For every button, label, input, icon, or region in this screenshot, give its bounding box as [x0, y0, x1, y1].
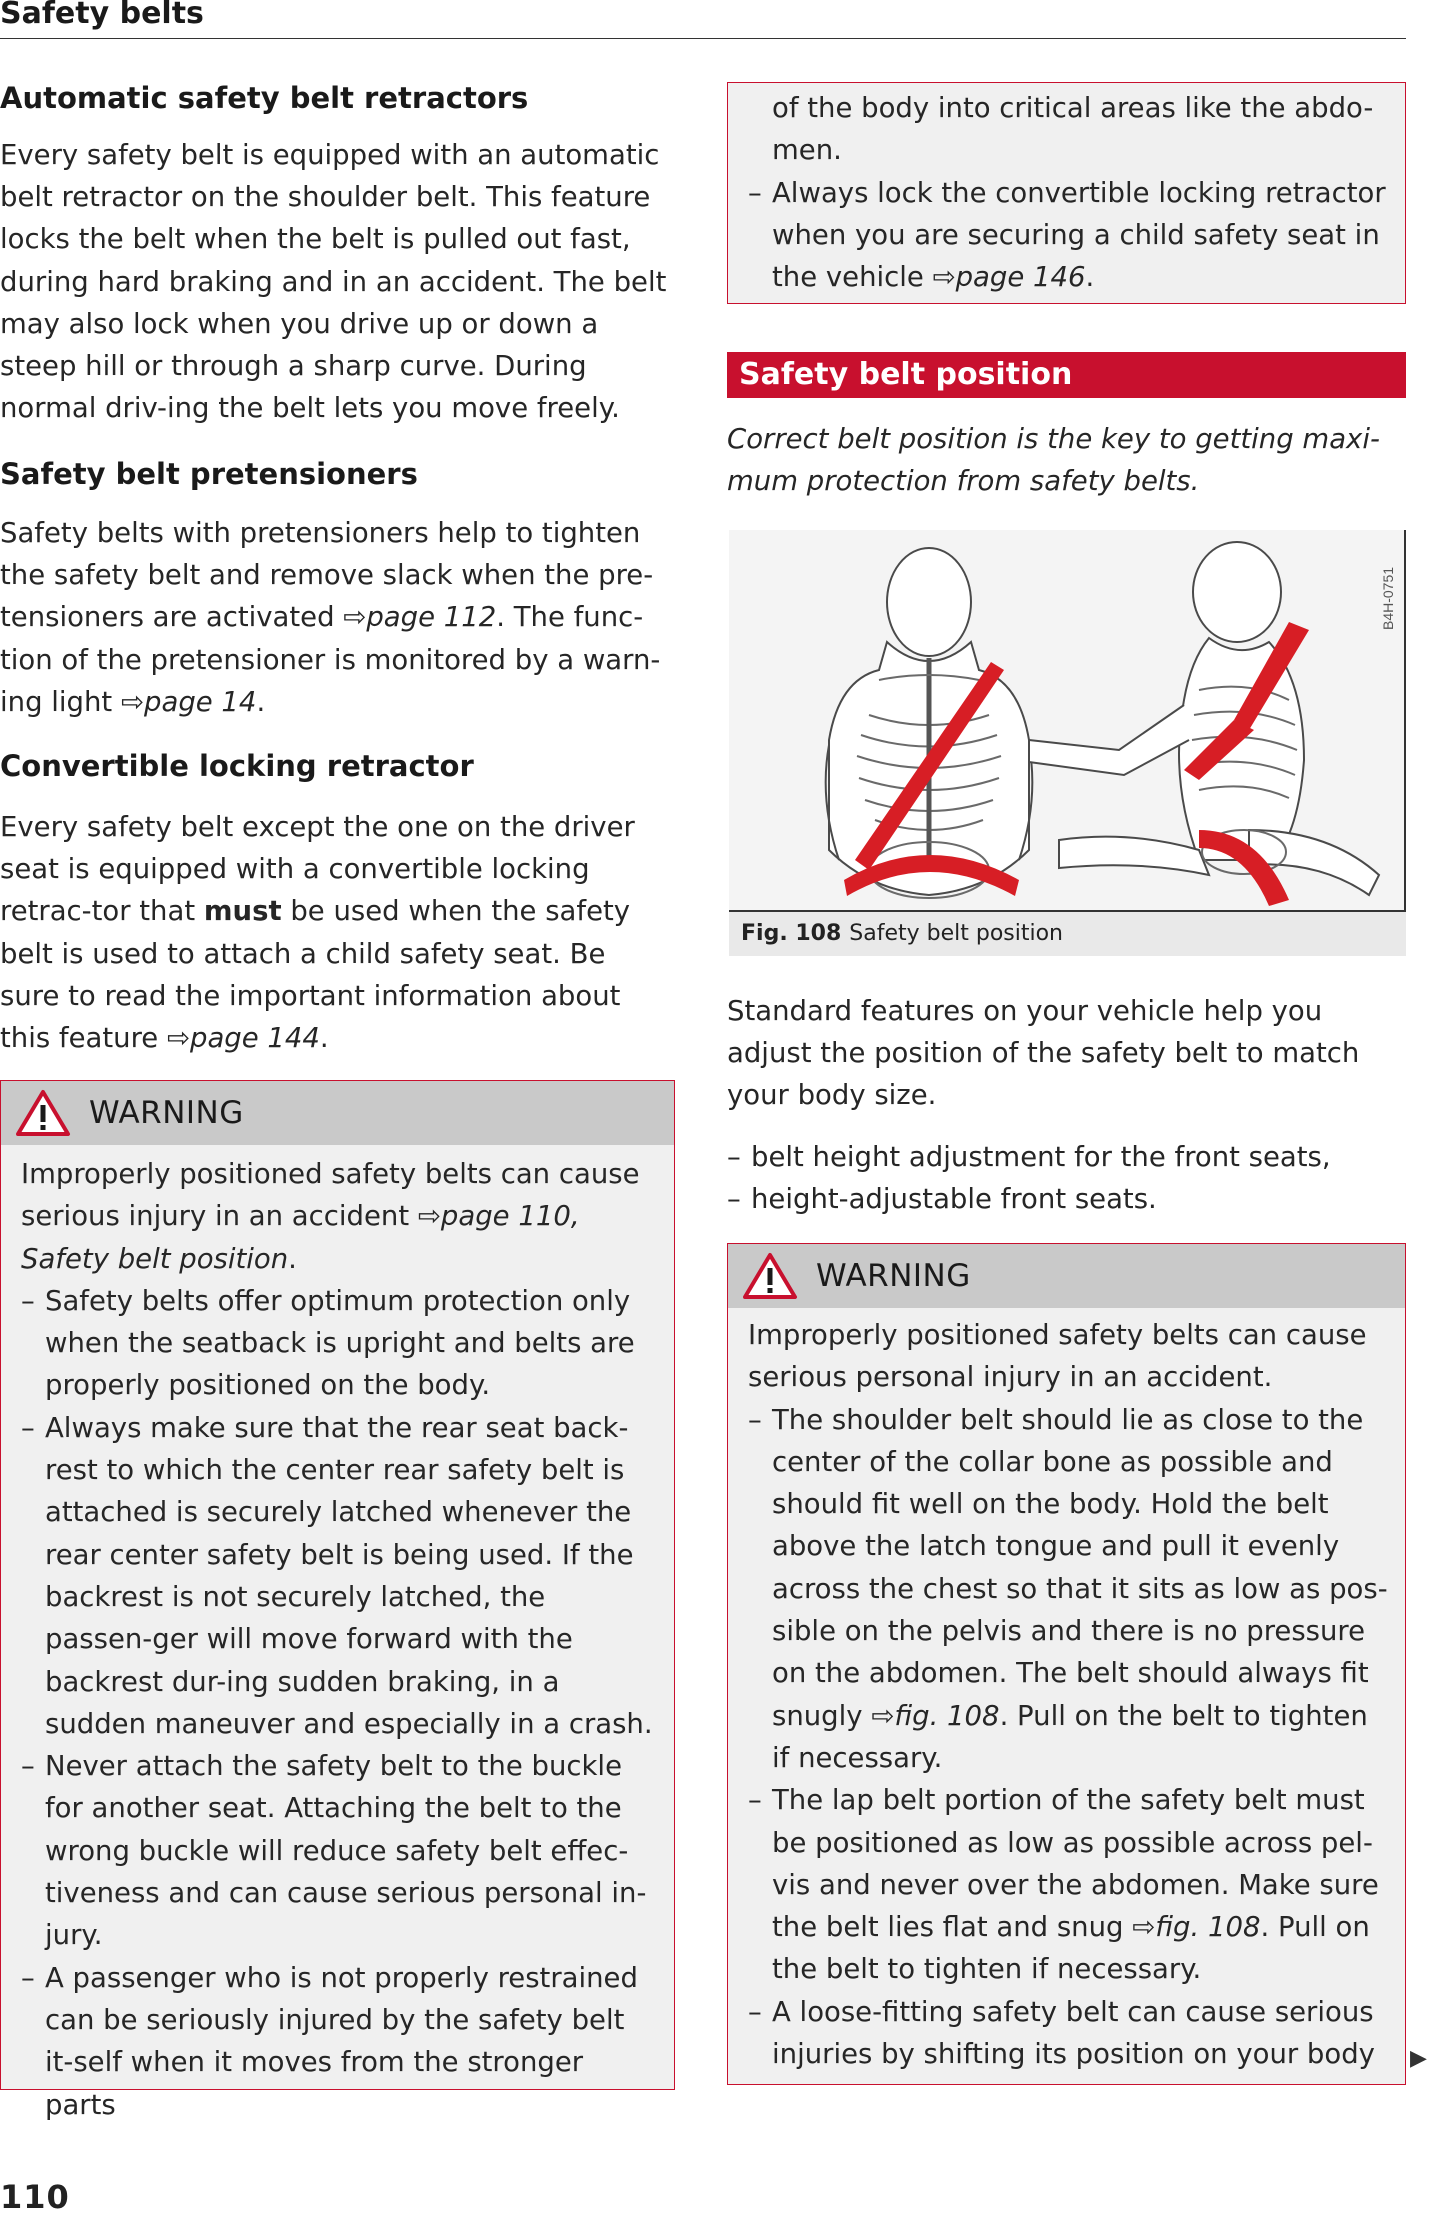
page-ref-144[interactable]: ⇨page 144 — [166, 1022, 320, 1055]
warning-header — [728, 1244, 1405, 1308]
warning-bullet — [748, 1399, 1391, 1780]
warning-bullet — [748, 1779, 1391, 1990]
standard-features-paragraph: Standard features on your vehicle help you adjust the position of the safety belt to match your body size. — [727, 995, 1360, 1112]
continuation-bullet-end: . — [1085, 261, 1095, 294]
emphasis-must: must — [203, 895, 282, 928]
warning-bullet-text: The lap belt portion of the safety belt must be positioned as low as possible across pel-vis and never over the abdomen. Make sure the belt lies flat and snug — [772, 1784, 1379, 1944]
figure-108 — [729, 530, 1406, 956]
convertible-text-a: Every safety belt except the one on the driver seat is equipped with a convertible locking retrac-tor that — [0, 811, 635, 928]
warning-bullet: – Never attach the safety belt to the buckle for another seat. Attaching the belt to the wrong buckle will reduce safety belt effec-tiveness and can cause serious personal in-jury. — [21, 1745, 660, 1956]
page-ref-112[interactable]: ⇨page 112 — [343, 601, 497, 634]
adjustment-list — [727, 1136, 1406, 1220]
warning-continuation-box — [727, 82, 1406, 304]
warning-bullet-end: . Pull on the belt to tighten if necessary. — [772, 1699, 1368, 1774]
warning-title: WARNING — [816, 1258, 971, 1294]
warning-box-left — [0, 1080, 675, 2121]
convertible-paragraph — [0, 806, 672, 1059]
warning-header — [1, 1081, 674, 1145]
warning-body — [748, 1314, 1391, 2075]
fig-ref-108[interactable]: ⇨fig. 108 — [1132, 1911, 1261, 1944]
list-item: – height-adjustable front seats. — [727, 1178, 1406, 1220]
warning-intro-end: . — [288, 1242, 297, 1275]
warning-bullet: – A passenger who is not properly restrained can be seriously injured by the safety belt it-self when it moves from the stronger parts — [21, 1957, 660, 2126]
continuation-bullet-text: Always lock the convertible locking retractor when you are securing a child safety seat in the vehicle — [772, 176, 1386, 294]
convertible-text-b: be used when the safety belt is used to attach a child safety seat. Be sure to read the important information about this feature — [0, 895, 631, 1055]
warning-body — [21, 1153, 660, 2126]
warning-triangle-icon — [742, 1252, 798, 1300]
page-ref-146[interactable]: ⇨page 146 — [932, 261, 1086, 294]
section-title-retractors: Automatic safety belt retractors — [0, 81, 529, 115]
list-item: – belt height adjustment for the front seats, — [727, 1136, 1406, 1178]
page-number: 110 — [0, 2178, 70, 2216]
figure-label: Fig. 108 — [741, 921, 842, 946]
page-ref-14[interactable]: ⇨page 14 — [120, 685, 257, 718]
warning-title: WARNING — [89, 1095, 244, 1131]
continue-arrow-icon: ▶ — [1410, 2046, 1427, 2071]
section-title-pretensioners: Safety belt pretensioners — [0, 457, 418, 491]
warning-bullet-text: The shoulder belt should lie as close to the center of the collar bone as possible and should fit well on the body. Hold the belt above the latch tongue and pull it evenly across the chest so that it sits as low as pos-sible on the pelvis and there is no pressure on the abdomen. The belt should always fit snugly — [772, 1403, 1388, 1732]
retractors-paragraph: Every safety belt is equipped with an automatic belt retractor on the shoulder belt. This feature locks the belt when the belt is pulled out fast, during hard braking and in an accident. The belt may also lock when you drive up or down a steep hill or through a sharp curve. During normal driv-ing the belt lets you move freely. — [0, 139, 667, 425]
section-heading-belt-position: Safety belt position — [727, 352, 1406, 398]
pretensioners-text-b: . The func-tion of the pretensioner is monitored by a warn-ing light — [0, 601, 661, 718]
warning-intro-text: Improperly positioned safety belts can cause serious injury in an accident — [21, 1158, 640, 1233]
convertible-text-c: . — [319, 1022, 329, 1055]
section-title-convertible: Convertible locking retractor — [0, 749, 474, 783]
intro-italic: Correct belt position is the key to getting maxi-mum protection from safety belts. — [727, 423, 1380, 498]
fig-ref-108[interactable]: ⇨fig. 108 — [871, 1699, 1000, 1732]
warning-intro — [21, 1153, 660, 1280]
continuation-line: of the body into critical areas like the abdo-men. — [772, 92, 1374, 167]
warning-bullet: – Always make sure that the rear seat back-rest to which the center rear safety belt is attached is securely latched whenever the rear center safety belt is being used. If the backrest is not securely latched, the passen-ger will move forward with the backrest dur-ing sudden braking, in a sudden maneuver and especially in a crash. — [21, 1407, 660, 1745]
figure-caption-text: Safety belt position — [849, 921, 1064, 946]
figure-code: B4H-0751 — [1380, 566, 1396, 630]
warning-bullet-end: . Pull on the belt to tighten if necessary. — [772, 1911, 1370, 1986]
belt-position-illustration — [729, 530, 1406, 912]
pretensioners-text-a: Safety belts with pretensioners help to tighten the safety belt and remove slack when the pre-tensioners are activated — [0, 517, 654, 634]
pretensioners-paragraph — [0, 512, 668, 723]
warning-triangle-icon — [15, 1089, 71, 1137]
continuation-bullet — [748, 172, 1387, 299]
page-ref-110[interactable]: ⇨page 110, Safety belt position — [21, 1200, 580, 1275]
warning-bullet: – Safety belts offer optimum protection only when the seatback is upright and belts are properly positioned on the body. — [21, 1280, 660, 1407]
warning-continuation-body — [748, 87, 1387, 298]
warning-intro: Improperly positioned safety belts can cause serious personal injury in an accident. — [748, 1319, 1367, 1394]
figure-caption — [729, 912, 1406, 956]
pretensioners-text-c: . — [256, 685, 266, 718]
running-head: Safety belts — [0, 0, 1406, 39]
warning-bullet: – A loose-fitting safety belt can cause serious injuries by shifting its position on your body — [748, 1991, 1391, 2076]
warning-box-right — [727, 1243, 1406, 2085]
